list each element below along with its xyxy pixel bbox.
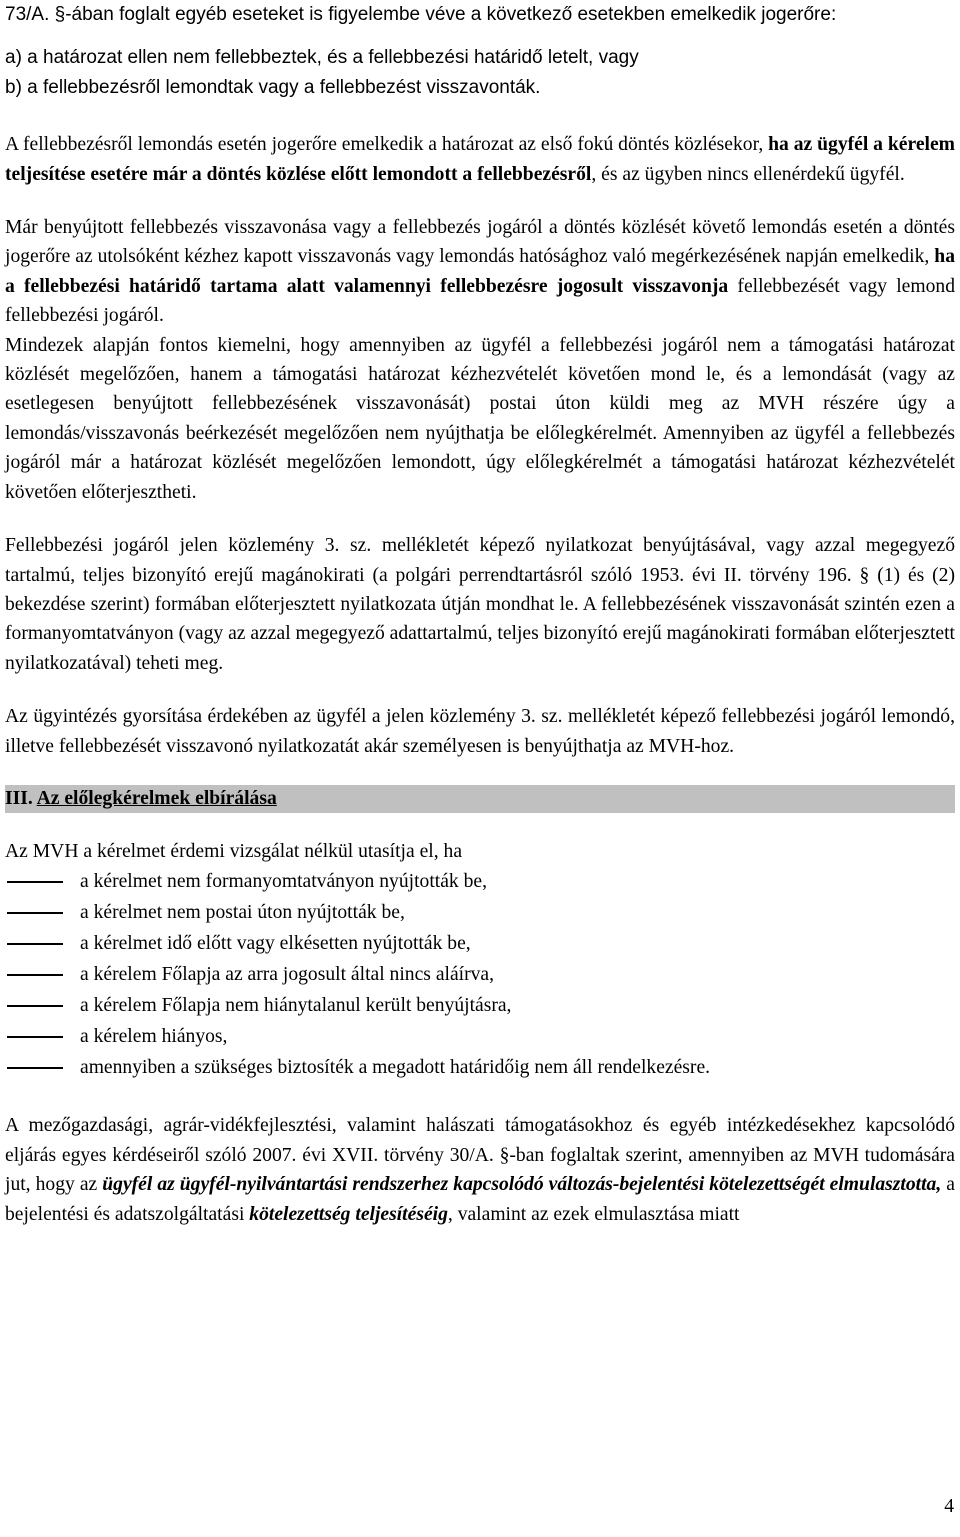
page-number: 4 [944, 1496, 954, 1517]
list-item: a kérelmet nem postai úton nyújtották be, [5, 897, 955, 928]
law-emphasis-2: kötelezettség teljesítéséig [249, 1203, 448, 1225]
paragraph-important: Mindezek alapján fontos kiemelni, hogy amennyiben az ügyfél a fellebbezési jogáról nem a támogatási határozat közlését megelőzően, hanem a támogatási határozat kézhezvételét követően mond le, és a lemondását (vagy az esetlegesen benyújtott fellebbezésének visszavonását) postai úton küldi meg az MVH részére úgy a lemondás/visszavonás beérkezését megelőzően nem nyújthatja be előlegkérelmét. Amennyiben az ügyfél a fellebbezés jogáról már a határozat közlését megelőzően lemondott, úgy előlegkérelmét a támogatási határozat kézhezvételét követően előterjesztheti. [5, 334, 955, 503]
section-title: Az előlegkérelmek elbírálása [36, 787, 277, 809]
paragraph-withdrawal: Már benyújtott fellebbezés visszavonása vagy a fellebbezés jogáról a döntés közlését követő lemondás esetén a döntés jogerőre az utolsóként kézhez kapott visszavonás vagy lemondás hatósághoz való megérkezésének napján emelkedik, ha a fellebbezési határidő tartama alatt valamennyi fellebbezésre jogosult visszavonja fellebbezését vagy lemond fellebbezési jogáról. [5, 217, 955, 327]
dash-bullet [7, 943, 63, 945]
law-emphasis-1: ügyfél az ügyfél-nyilvántartási rendszerhez kapcsolódó változás-bejelentési kötelezettségét elmulasztotta, [102, 1174, 942, 1196]
list-item: a kérelmet idő előtt vagy elkésetten nyújtották be, [5, 928, 955, 959]
intro-lead: 73/A. §-ában foglalt egyéb eseteket is figyelembe véve a következő esetekben emelkedik jogerőre: [5, 4, 837, 25]
withdrawal-condition: ha a fellebbezési határidő tartama alatt valamennyi fellebbezésre jogosult visszavonja [5, 246, 955, 297]
paragraph-speed: Az ügyintézés gyorsítása érdekében az ügyfél a jelen közlemény 3. sz. mellékletét képező fellebbezési jogáról lemondó, illetve fellebbezését visszavonó nyilatkozatát akár személyesen is benyújthatja az MVH-hoz. [5, 706, 955, 757]
dash-bullet [7, 1067, 63, 1069]
list-item: amennyiben a szükséges biztosíték a megadott határidőig nem áll rendelkezésre. [5, 1052, 955, 1083]
paragraph-statement: Fellebbezési jogáról jelen közlemény 3. sz. mellékletét képező nyilatkozat benyújtásával, vagy azzal megegyező tartalmú, teljes bizonyító erejű magánokirati (a polgári perrendtartásról szóló 1953. évi II. törvény 196. § (1) és (2) bekezdése szerint) formában előterjesztett nyilatkozata útján mondhat le. A fellebbezésének visszavonását szintén ezen a formanyomtatványon (vagy az azzal megegyező adattartalmú, teljes bizonyító erejű magánokirati formában előterjesztett nyilatkozatával) teheti meg. [5, 535, 955, 674]
dash-bullet [7, 1005, 63, 1007]
intro-item-b: b) a fellebbezésről lemondtak vagy a fellebbezést visszavonták. [5, 76, 541, 98]
section-heading [5, 785, 955, 813]
dash-bullet [7, 912, 63, 914]
list-item: a kérelmet nem formanyomtatványon nyújtották be, [5, 866, 955, 897]
dash-bullet [7, 974, 63, 976]
paragraph-law: A mezőgazdasági, agrár-vidékfejlesztési, valamint halászati támogatásokhoz és egyéb intézkedésekhez kapcsolódó eljárás egyes kérdéseiről szóló 2007. évi XVII. törvény 30/A. §-ban foglaltak szerint, amennyiben az MVH tudomására jut, hogy az ügyfél az ügyfél-nyilvántartási rendszerhez kapcsolódó változás-bejelentési kötelezettségét elmulasztotta, a bejelentési és adatszolgáltatási kötelezettség teljesítéséig, valamint az ezek elmulasztása miatt [5, 1115, 955, 1225]
rejection-lead: Az MVH a kérelmet érdemi vizsgálat nélkül utasítja el, ha [5, 840, 463, 862]
list-item: a kérelem Főlapja nem hiánytalanul került benyújtásra, [5, 990, 955, 1021]
document-page [5, 0, 955, 1229]
dash-bullet [7, 881, 63, 883]
list-item: a kérelem Főlapja az arra jogosult által nincs aláírva, [5, 959, 955, 990]
rejection-list [5, 866, 955, 1083]
list-item: a kérelem hiányos, [5, 1021, 955, 1052]
section-number: III. [5, 787, 33, 809]
waiver-condition: ha az ügyfél a kérelem teljesítése esetére már a döntés közlése előtt lemondott a fellebbezésről [5, 134, 955, 185]
paragraph-waiver: A fellebbezésről lemondás esetén jogerőre emelkedik a határozat az első fokú döntés közlésekor, ha az ügyfél a kérelem teljesítése esetére már a döntés közlése előtt lemondott a fellebbezésről, és az ügyben nincs ellenérdekű ügyfél. [5, 134, 955, 185]
intro-item-a: a) a határozat ellen nem fellebbeztek, és a fellebbezési határidő letelt, vagy [5, 47, 639, 69]
dash-bullet [7, 1036, 63, 1038]
